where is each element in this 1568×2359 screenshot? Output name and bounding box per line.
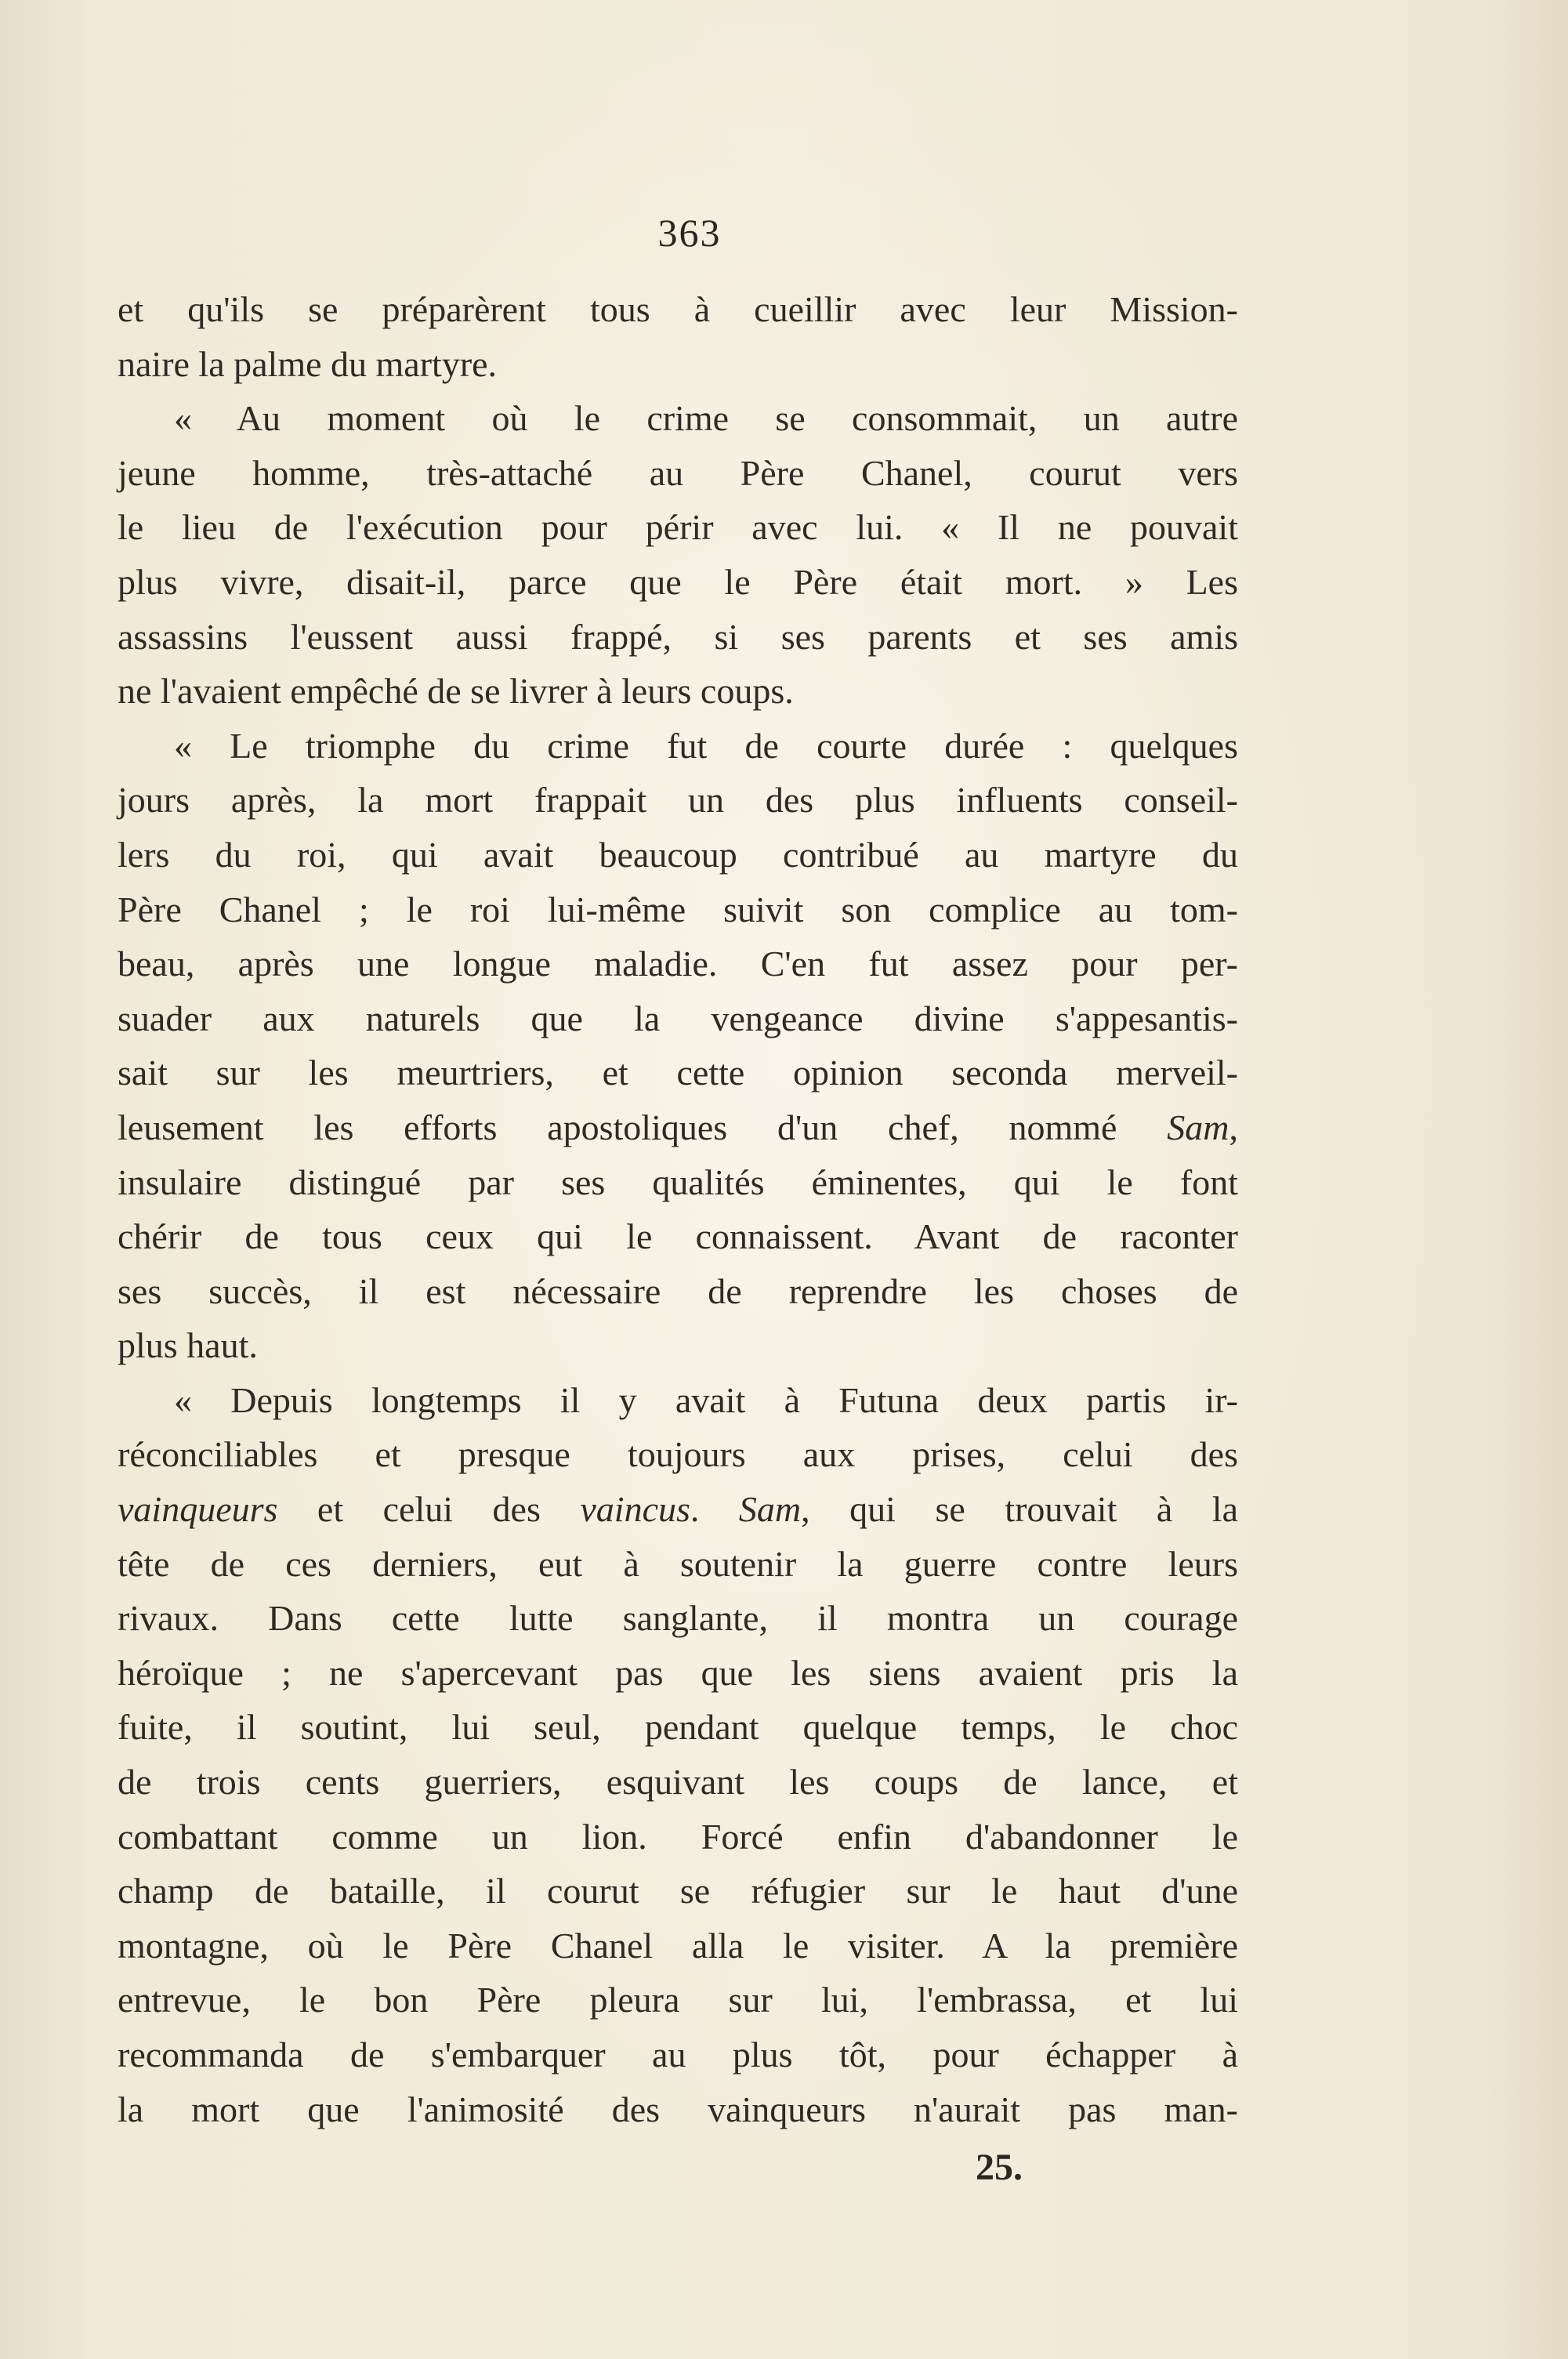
text-line: tête de ces derniers, eut à soutenir la guerre contre leurs <box>118 1543 1238 1584</box>
text-line: montagne, où le Père Chanel alla le visiter. A la première <box>118 1925 1238 1966</box>
text-line: plus vivre, disait-il, parce que le Père était mort. » Les <box>118 561 1238 602</box>
text-line: la mort que l'animosité des vainqueurs n'aurait pas man- <box>118 2089 1238 2129</box>
text-line: ne l'avaient empêché de se livrer à leurs coups. <box>118 671 794 712</box>
text-line: jours après, la mort frappait un des plus influents conseil- <box>118 780 1238 821</box>
text-line: suader aux naturels que la vengeance divine s'appesantis- <box>118 998 1238 1038</box>
text-line <box>118 1100 1238 1155</box>
text-segment: leusement les efforts apostoliques d'un chef, nommé <box>118 1107 1168 1147</box>
text-line: chérir de tous ceux qui le connaissent. Avant de raconter <box>118 1216 1238 1257</box>
text-line: sait sur les meurtriers, et cette opinion seconda merveil- <box>118 1053 1238 1093</box>
italic-name: Sam <box>1167 1107 1229 1147</box>
text-line: « Le triomphe du crime fut de courte durée : quelques <box>174 725 1238 766</box>
text-line: réconciliables et presque toujours aux prises, celui des <box>118 1434 1238 1475</box>
body-text <box>118 282 1238 2136</box>
text-line: naire la palme du martyre. <box>118 343 498 384</box>
text-line: héroïque ; ne s'apercevant pas que les siens avaient pris la <box>118 1652 1238 1693</box>
italic-term: vaincus <box>580 1489 690 1530</box>
text-line: lers du roi, qui avait beaucoup contribué au martyre du <box>118 834 1238 875</box>
text-segment: , <box>1229 1107 1238 1147</box>
text-line: le lieu de l'exécution pour périr avec lui. « Il ne pouvait <box>118 507 1238 548</box>
text-line: combattant comme un lion. Forcé enfin d'abandonner le <box>118 1816 1238 1857</box>
text-line <box>118 1482 1238 1537</box>
text-line: plus haut. <box>118 1325 258 1366</box>
text-line: « Depuis longtemps il y avait à Futuna deux partis ir- <box>174 1379 1238 1420</box>
text-line: entrevue, le bon Père pleura sur lui, l'embrassa, et lui <box>118 1980 1238 2020</box>
text-line: insulaire distingué par ses qualités éminentes, qui le font <box>118 1161 1238 1202</box>
text-line: de trois cents guerriers, esquivant les coups de lance, et <box>118 1762 1238 1803</box>
italic-name: Sam <box>738 1489 802 1530</box>
text-segment: . <box>690 1489 739 1530</box>
text-line: beau, après une longue maladie. C'en fut assez pour per- <box>118 944 1238 984</box>
text-line: et qu'ils se préparèrent tous à cueillir avec leur Mission- <box>118 289 1238 329</box>
italic-term: vainqueurs <box>118 1489 278 1530</box>
text-line: jeune homme, très-attaché au Père Chanel, courut vers <box>118 452 1238 493</box>
page-number: 363 <box>657 211 722 255</box>
text-segment: et celui des <box>277 1489 581 1530</box>
text-line: « Au moment où le crime se consommait, un autre <box>174 398 1238 439</box>
text-line: champ de bataille, il courut se réfugier sur le haut d'une <box>118 1871 1238 1911</box>
text-line: rivaux. Dans cette lutte sanglante, il montra un courage <box>118 1598 1238 1639</box>
text-line: fuite, il soutint, lui seul, pendant quelque temps, le choc <box>118 1707 1238 1748</box>
text-line: Père Chanel ; le roi lui-même suivit son complice au tom- <box>118 889 1238 929</box>
signature-mark: 25. <box>976 2147 1023 2188</box>
text-line: assassins l'eussent aussi frappé, si ses parents et ses amis <box>118 616 1238 657</box>
text-line: ses succès, il est nécessaire de reprendre les choses de <box>118 1270 1238 1311</box>
text-line: recommanda de s'embarquer au plus tôt, pour échapper à <box>118 2035 1238 2075</box>
text-segment: , qui se trouvait à la <box>801 1489 1239 1530</box>
